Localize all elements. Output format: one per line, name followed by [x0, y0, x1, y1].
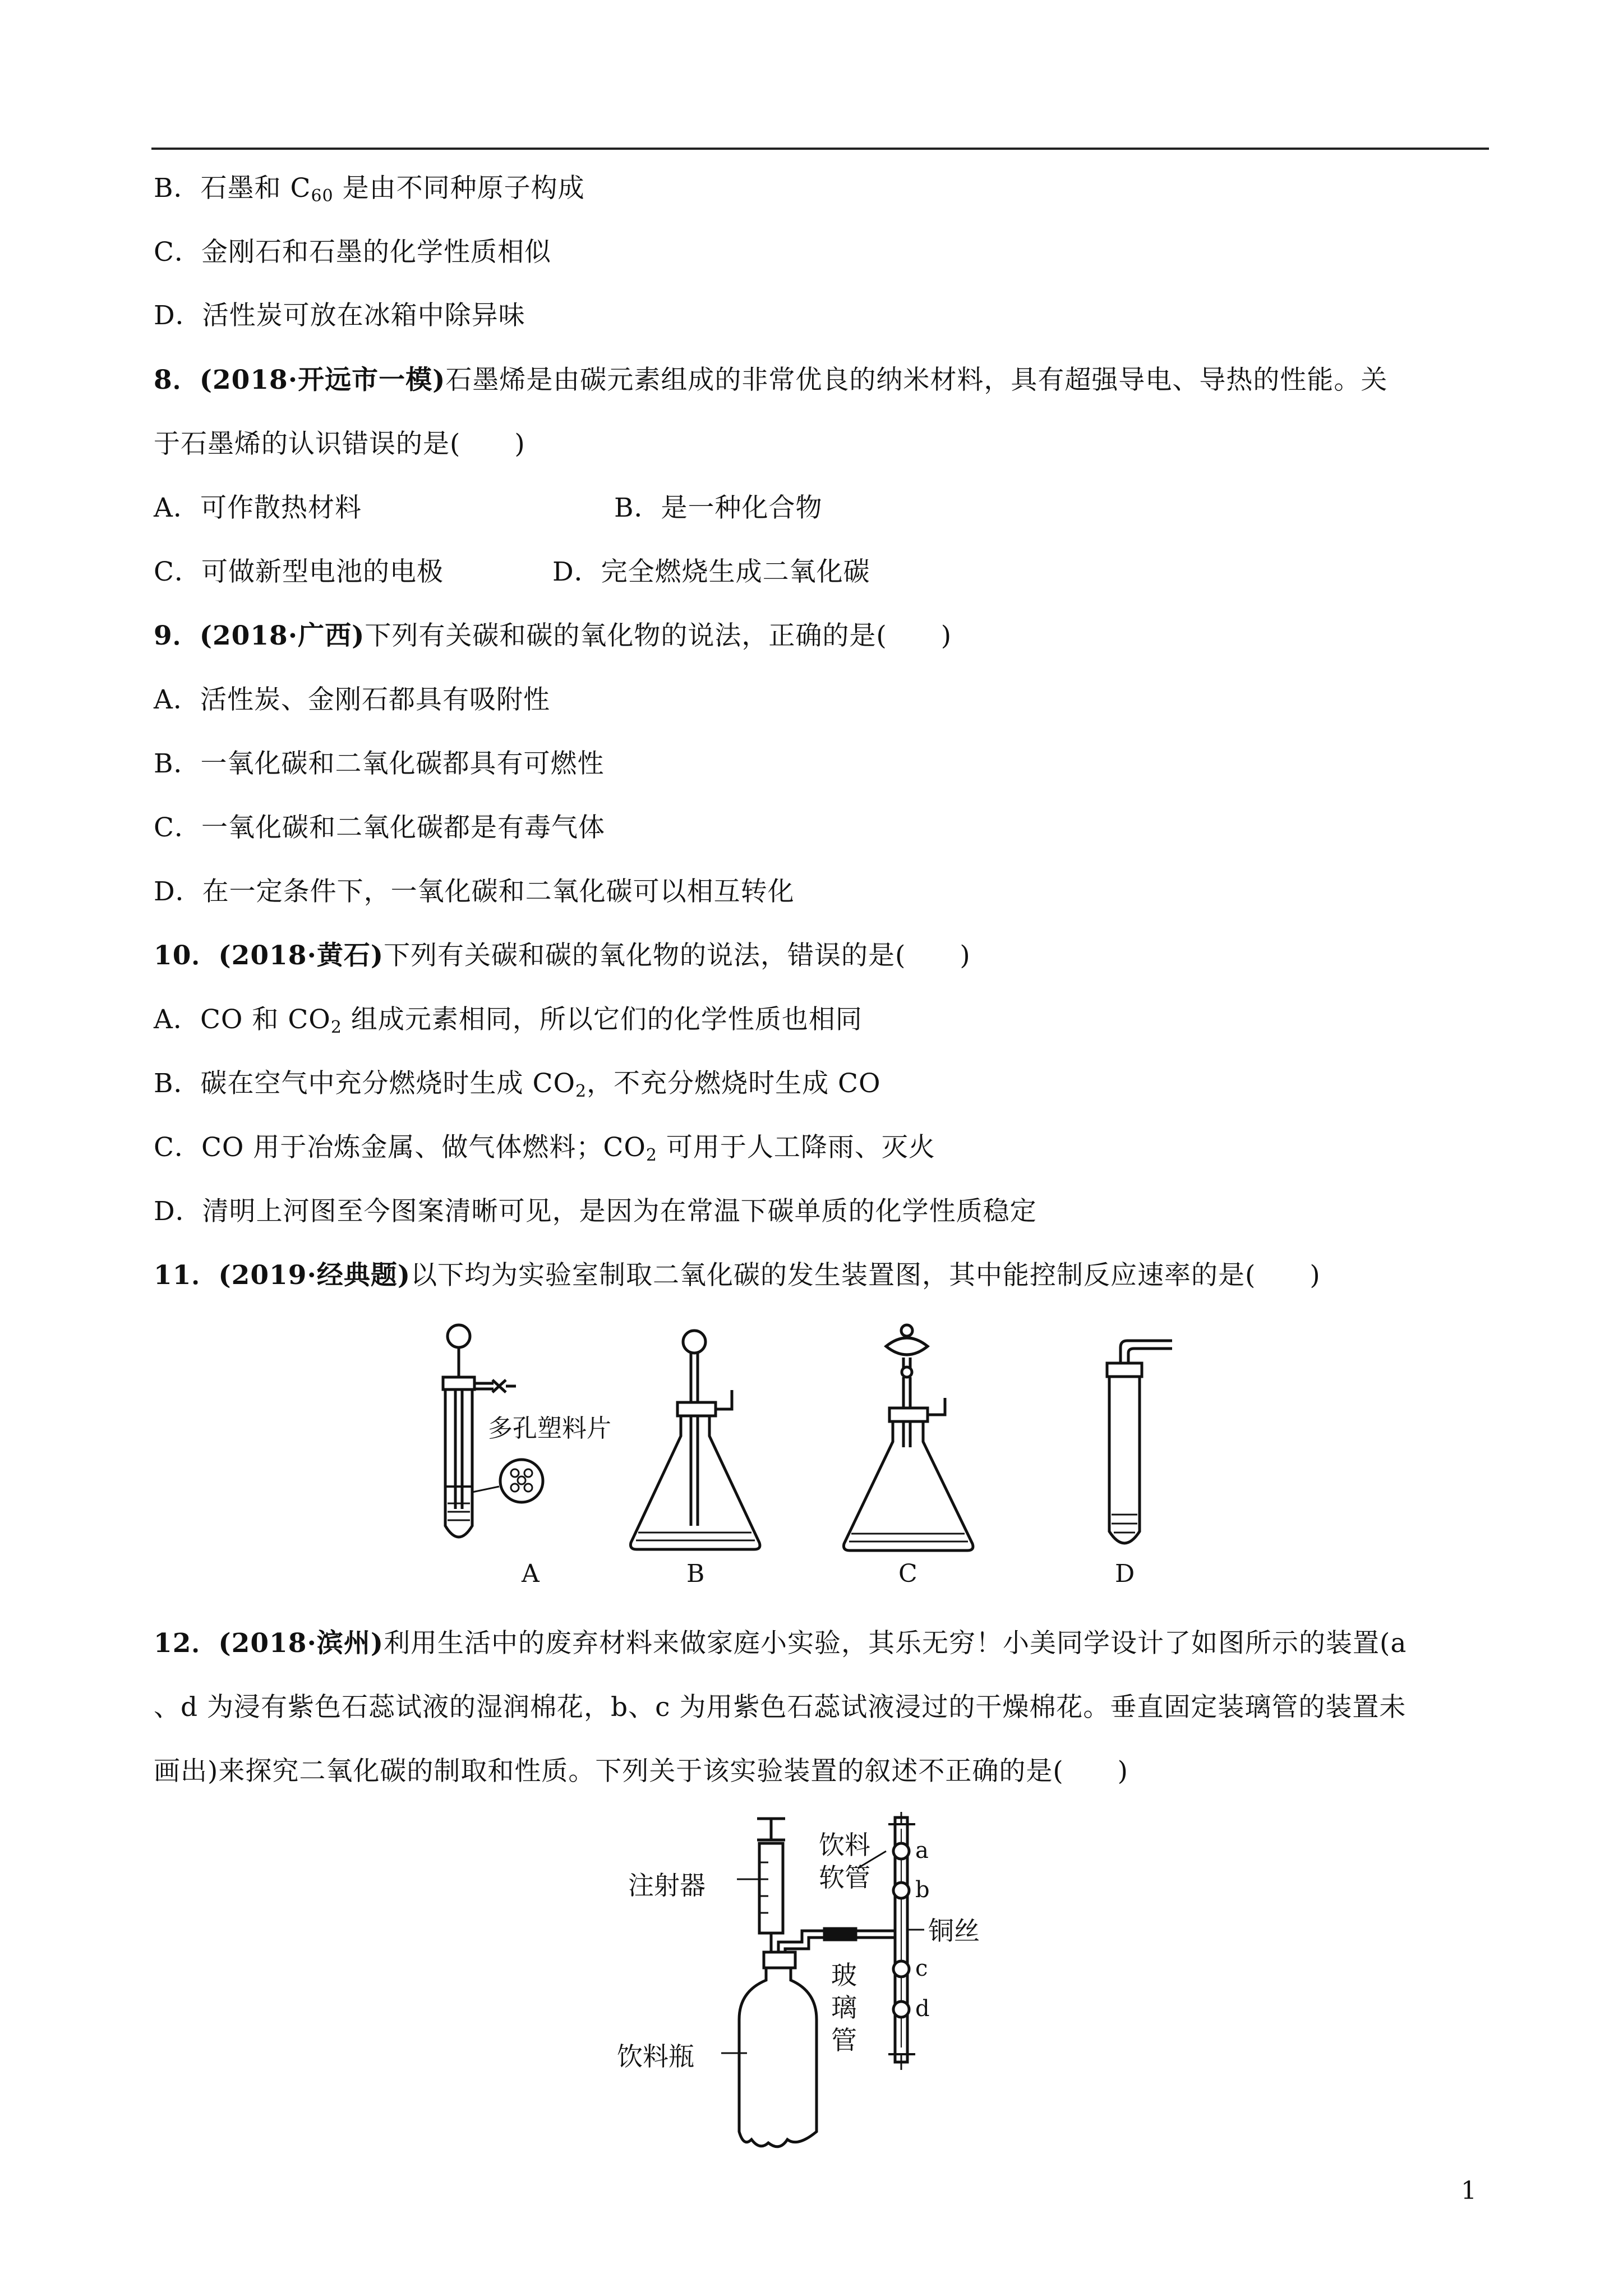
- q7-option-b: B．石墨和 $C_{60}$ 是由不同种原子构成: [154, 173, 585, 206]
- q12-apparatus-figure: [617, 1812, 1066, 2154]
- q7-option-d: D．活性炭可放在冰箱中除异味: [154, 300, 525, 331]
- q8-option-a: A．可作散热材料: [154, 493, 362, 523]
- q10-option-b: B．碳在空气中充分燃烧时生成 $CO_2$，不充分燃烧时生成 CO: [154, 1068, 881, 1101]
- figure11-label-d: D: [1115, 1559, 1135, 1588]
- q8-stem: 8．(2018·开远市一模)石墨烯是由碳元素组成的非常优良的纳米材料，具有超强导电、导热的性能。关: [154, 365, 1388, 395]
- cotton-b-label: b: [915, 1877, 930, 1903]
- header-rule: [151, 148, 1489, 150]
- glass-tube-label: 玻璃管: [831, 1960, 857, 2055]
- syringe: [757, 1819, 785, 1953]
- q12-stem: 12．(2018·滨州)利用生活中的废弃材料来做家庭小实验，其乐无穷！小美同学设计了如图所示的装置(a: [154, 1628, 1407, 1659]
- q8-option-c: C．可做新型电池的电极: [154, 556, 444, 587]
- q10-option-c: C．CO 用于冶炼金属、做气体燃料；$CO_2$ 可用于人工降雨、灭火: [154, 1132, 935, 1165]
- q9-option-a: A．活性炭、金刚石都具有吸附性: [154, 684, 550, 715]
- cotton-c-label: c: [915, 1955, 928, 1981]
- apparatus-c: [843, 1325, 973, 1550]
- q8-option-d: D．完全燃烧生成二氧化碳: [552, 556, 870, 587]
- bottle-label: 饮料瓶: [617, 2041, 694, 2072]
- q9-option-d: D．在一定条件下，一氧化碳和二氧化碳可以相互转化: [154, 876, 795, 907]
- q9-stem: 9．(2018·广西)下列有关碳和碳的氧化物的说法，正确的是( ): [154, 620, 952, 651]
- cotton-a-label: a: [915, 1838, 929, 1864]
- q8-option-b: B．是一种化合物: [614, 493, 823, 523]
- q11-stem: 11．(2019·经典题)以下均为实验室制取二氧化碳的发生装置图，其中能控制反应速率的是( ): [154, 1260, 1321, 1291]
- q9-option-c: C．一氧化碳和二氧化碳都是有毒气体: [154, 812, 605, 843]
- figure11-label-b: B: [686, 1559, 705, 1588]
- page-number: 1: [1461, 2177, 1477, 2205]
- bottle: [739, 1952, 817, 2147]
- q7-option-c: C．金刚石和石墨的化学性质相似: [154, 237, 551, 268]
- q8-stem-cont: 于石墨烯的认识错误的是( ): [154, 429, 525, 459]
- hose-label: 饮料软管: [819, 1830, 870, 1893]
- q10-option-d: D．清明上河图至今图案清晰可见，是因为在常温下碳单质的化学性质稳定: [154, 1196, 1037, 1227]
- figure11-label-a: A: [522, 1559, 540, 1588]
- q10-stem: 10．(2018·黄石)下列有关碳和碳的氧化物的说法，错误的是( ): [154, 940, 971, 971]
- apparatus-d: [1107, 1341, 1172, 1543]
- apparatus-b: [630, 1331, 760, 1549]
- q11-apparatus-figure: [426, 1324, 1211, 1593]
- cotton-d-label: d: [915, 1996, 930, 2022]
- figure11-label-c: C: [898, 1559, 917, 1588]
- q12-stem-cont1: 、d 为浸有紫色石蕊试液的湿润棉花，b、c 为用紫色石蕊试液浸过的干燥棉花。垂直固定装璃管的装置未: [154, 1692, 1407, 1723]
- porous-plate-label: 多孔塑料片: [488, 1414, 611, 1443]
- syringe-label: 注射器: [628, 1870, 706, 1901]
- q9-option-b: B．一氧化碳和二氧化碳都具有可燃性: [154, 748, 605, 779]
- q10-option-a: A．CO 和 $CO_2$ 组成元素相同，所以它们的化学性质也相同: [154, 1004, 863, 1037]
- copper-wire-label: 铜丝: [928, 1916, 980, 1946]
- q12-stem-cont2: 画出)来探究二氧化碳的制取和性质。下列关于该实验装置的叙述不正确的是( ): [154, 1756, 1129, 1787]
